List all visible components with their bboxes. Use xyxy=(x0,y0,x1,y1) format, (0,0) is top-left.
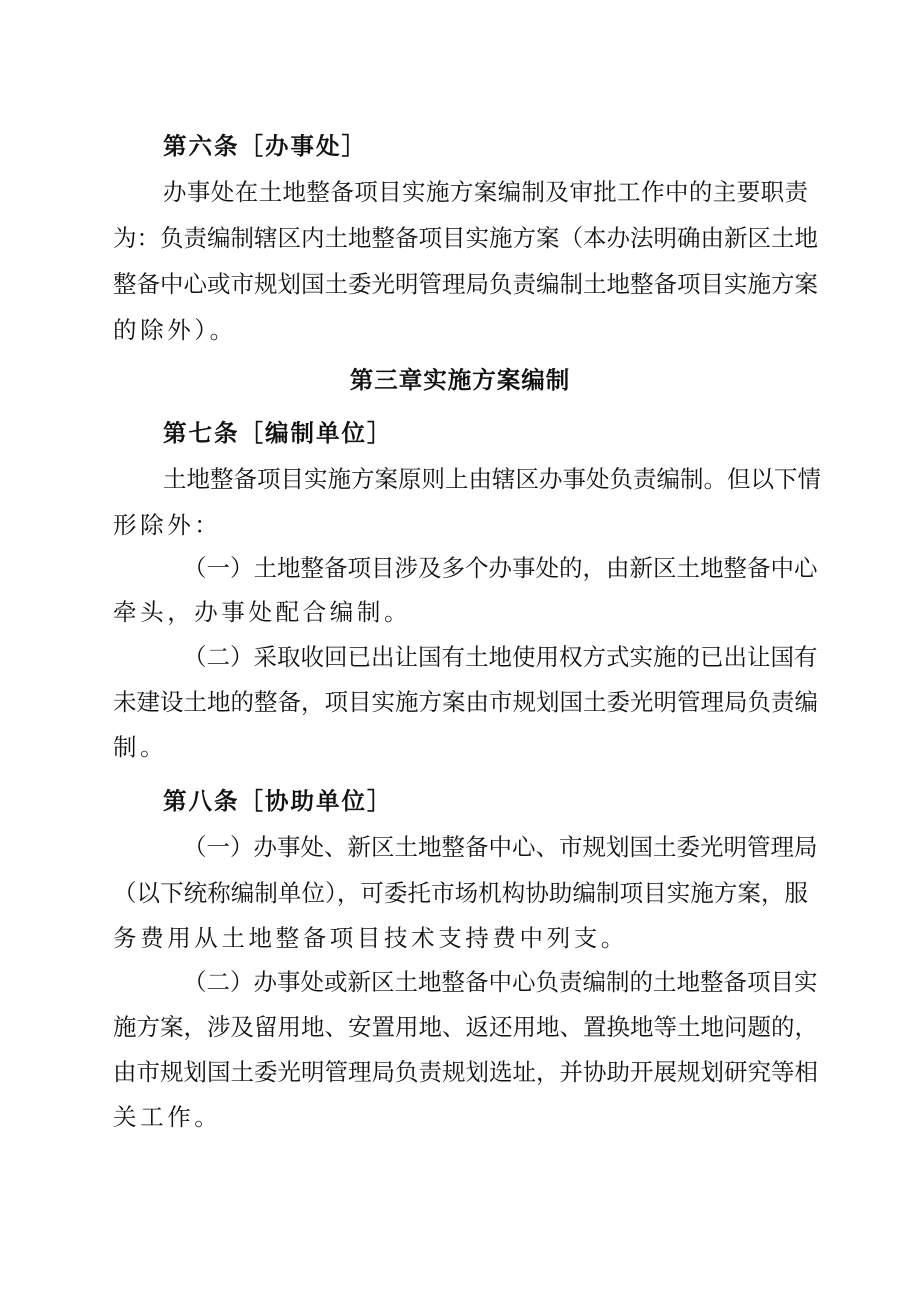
article-8-item-2-line-2: 施方案，涉及留用地、安置用地、返还用地、置换地等土地问题的， xyxy=(113,1013,818,1041)
article-6-heading: 第六条［办事处］ xyxy=(163,132,367,160)
article-7-item-2-line-3: 制。 xyxy=(113,733,168,761)
article-8-item-2-line-3: 由市规划国土委光明管理局负责规划选址，并协助开展规划研究等相 xyxy=(113,1058,818,1086)
article-6-line-4: 的除外）。 xyxy=(113,316,237,344)
article-7-item-1-line-1: （一）土地整备项目涉及多个办事处的，由新区土地整备中心 xyxy=(183,554,818,582)
article-7-intro-line-2: 形除外： xyxy=(113,511,222,539)
article-7-item-2-line-2: 未建设土地的整备，项目实施方案由市规划国土委光明管理局负责编 xyxy=(113,688,818,716)
article-7-heading: 第七条［编制单位］ xyxy=(163,419,393,447)
article-8-item-2-line-4: 关工作。 xyxy=(113,1103,222,1131)
article-6-line-1: 办事处在土地整备项目实施方案编制及审批工作中的主要职责 xyxy=(163,178,808,206)
article-7-intro-line-1: 土地整备项目实施方案原则上由辖区办事处负责编制。但以下情 xyxy=(163,465,821,493)
article-8-item-1-line-1: （一）办事处、新区土地整备中心、市规划国土委光明管理局 xyxy=(183,833,818,861)
article-8-heading: 第八条［协助单位］ xyxy=(163,787,393,815)
article-8-item-2-line-1: （二）办事处或新区土地整备中心负责编制的土地整备项目实 xyxy=(183,968,818,996)
article-6-line-3: 整备中心或市规划国土委光明管理局负责编制土地整备项目实施方案 xyxy=(113,270,818,298)
chapter-3-title: 第三章实施方案编制 xyxy=(349,366,571,394)
article-7-item-1-line-2: 牵头，办事处配合编制。 xyxy=(113,598,412,626)
article-8-item-1-line-3: 务费用从土地整备项目技术支持费中列支。 xyxy=(113,924,628,952)
article-7-item-2-line-1: （二）采取收回已出让国有土地使用权方式实施的已出让国有 xyxy=(183,643,818,671)
article-6-line-2: 为：负责编制辖区内土地整备项目实施方案（本办法明确由新区土地 xyxy=(113,224,818,252)
article-8-item-1-line-2: （以下统称编制单位），可委托市场机构协助编制项目实施方案，服 xyxy=(113,879,808,907)
